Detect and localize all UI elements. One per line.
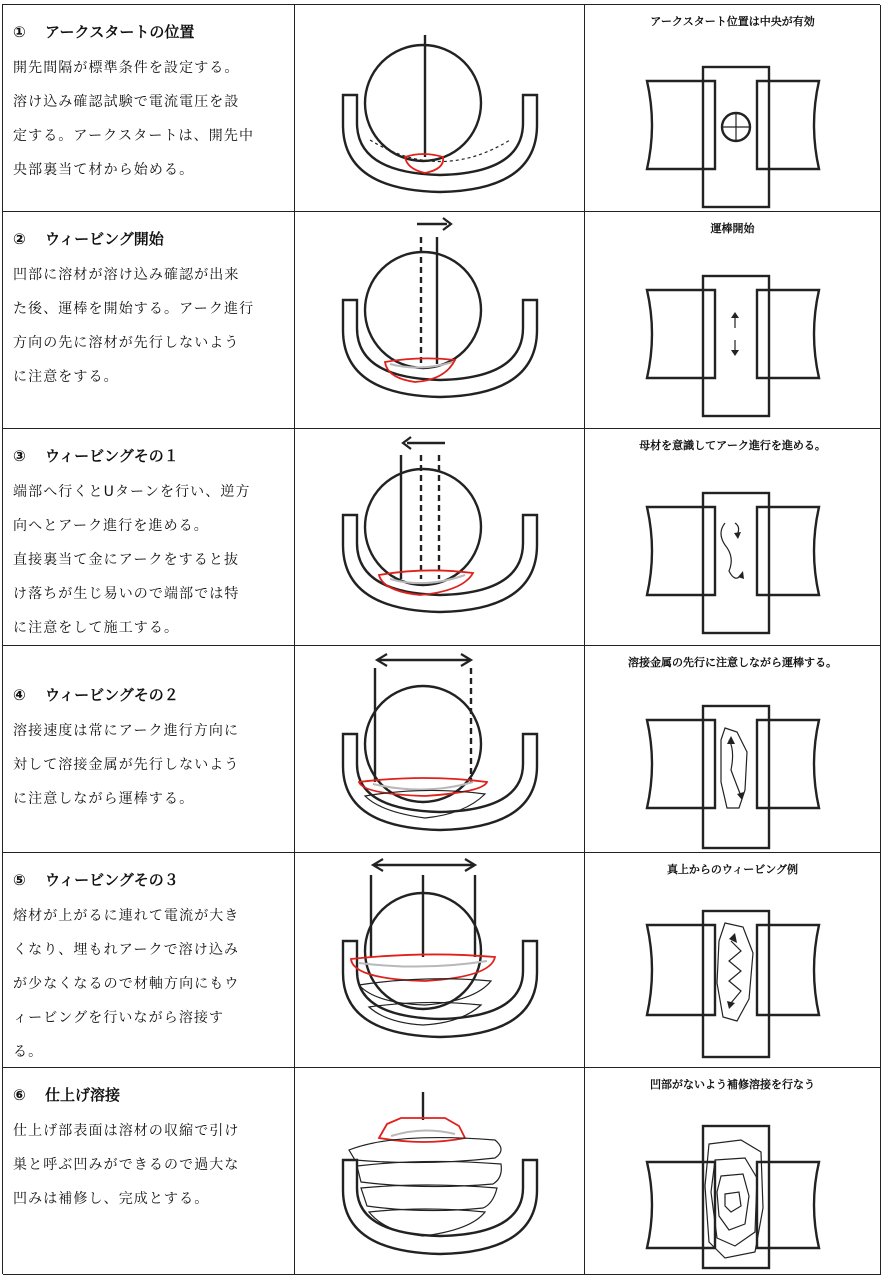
step-4-section-diagram xyxy=(295,646,585,853)
step-5-text xyxy=(3,853,295,1068)
step-3-body xyxy=(13,475,286,645)
step-3-title-text: ウィービングその１ xyxy=(45,447,179,465)
step-6-line: 凹みは補修し、完成とする。 xyxy=(13,1191,210,1207)
step-1-text xyxy=(3,5,295,212)
step-6-text xyxy=(3,1068,295,1275)
step-3-top-diagram xyxy=(585,429,881,646)
step-1-title xyxy=(13,21,286,43)
step-6-top-diagram xyxy=(585,1068,881,1275)
step-2-line: に注意をする。 xyxy=(13,369,119,385)
step-3-line: 向へとアーク進行を進める。 xyxy=(13,518,209,534)
step-1-line: 開先間隔が標準条件を設定する。 xyxy=(13,60,240,76)
step-5-top-diagram xyxy=(585,853,881,1068)
step-3-text xyxy=(3,429,295,646)
step-2-caption: 運棒開始 xyxy=(710,222,755,235)
step-6-line: 巣と呼ぶ凹みができるので過大な xyxy=(13,1157,240,1173)
step-1-line: 央部裏当て材から始める。 xyxy=(13,162,195,178)
step-4-line: に注意しながら運棒する。 xyxy=(13,791,195,807)
step-3-line: け落ちが生じ易いので端部では特 xyxy=(13,586,240,602)
top-view-diagram-4 xyxy=(585,670,881,850)
step-3-line: 直接裏当て金にアークをすると抜 xyxy=(13,552,240,568)
step-5-line: る。 xyxy=(13,1044,44,1060)
step-3-line: に注意をして施工する。 xyxy=(13,620,180,636)
step-6-line: 仕上げ部表面は溶材の収縮で引け xyxy=(13,1123,240,1139)
step-6-body xyxy=(13,1114,286,1216)
step-3-section-diagram xyxy=(295,429,585,646)
step-6-section-diagram xyxy=(295,1068,585,1275)
step-1-title-text: アークスタートの位置 xyxy=(45,23,195,41)
step-2-top-diagram xyxy=(585,212,881,429)
step-1-line: 溶け込み確認試験で電流電圧を設 xyxy=(13,94,240,110)
welding-procedure-table xyxy=(2,4,880,1274)
step-2-section-diagram xyxy=(295,212,585,429)
step-2-line: 方向の先に溶材が先行しないよう xyxy=(13,335,240,351)
section-diagram-4 xyxy=(295,646,585,853)
top-view-diagram-6 xyxy=(585,1092,881,1272)
step-5-body xyxy=(13,899,286,1068)
top-view-diagram-1 xyxy=(585,29,881,209)
step-3-title xyxy=(13,445,286,467)
step-1-line: 定する。アークスタートは、開先中 xyxy=(13,128,255,144)
section-diagram-6 xyxy=(295,1068,585,1275)
step-6-number: ⑥ xyxy=(13,1086,26,1104)
step-1-number: ① xyxy=(13,23,26,41)
step-4-title xyxy=(13,684,286,706)
section-diagram-5 xyxy=(295,853,585,1068)
step-2-title-text: ウィービング開始 xyxy=(45,230,164,248)
step-4-line: 対して溶接金属が先行しないよう xyxy=(13,757,240,773)
step-2-title xyxy=(13,228,286,250)
step-2-line: た後、運棒を開始する。アーク進行 xyxy=(13,301,255,317)
step-5-number: ⑤ xyxy=(13,871,26,889)
step-5-caption: 真上からのウィービング例 xyxy=(666,863,799,876)
step-5-section-diagram xyxy=(295,853,585,1068)
step-4-top-diagram xyxy=(585,646,881,853)
step-4-line: 溶接速度は常にアーク進行方向に xyxy=(13,723,240,739)
step-6-title-text: 仕上げ溶接 xyxy=(45,1086,121,1104)
section-diagram-2 xyxy=(295,212,585,429)
step-4-text xyxy=(3,646,295,853)
top-view-diagram-3 xyxy=(585,453,881,643)
step-1-top-diagram xyxy=(585,5,881,212)
step-5-line: が少なくなるので材軸方向にもウ xyxy=(13,976,240,992)
step-2-line: 凹部に溶材が溶け込み確認が出来 xyxy=(13,267,240,283)
step-1-body xyxy=(13,51,286,187)
step-2-body xyxy=(13,258,286,394)
step-5-line: 熔材が上がるに連れて電流が大き xyxy=(13,908,240,924)
step-5-title xyxy=(13,869,286,891)
step-5-title-text: ウィービングその３ xyxy=(45,871,179,889)
step-3-number: ③ xyxy=(13,447,26,465)
step-5-line: くなり、埋もれアークで溶け込み xyxy=(13,942,240,958)
step-3-caption: 母材を意識してアーク進行を進める。 xyxy=(639,439,826,452)
step-1-caption: アークスタート位置は中央が有効 xyxy=(650,15,815,28)
step-1-section-diagram xyxy=(295,5,585,212)
section-diagram-1 xyxy=(295,5,585,212)
top-view-diagram-2 xyxy=(585,236,881,426)
step-6-title xyxy=(13,1084,286,1106)
step-3-line: 端部へ行くとUターンを行い、逆方 xyxy=(13,484,251,500)
section-diagram-3 xyxy=(295,429,585,646)
step-2-number: ② xyxy=(13,230,26,248)
step-4-number: ④ xyxy=(13,686,26,704)
step-2-text xyxy=(3,212,295,429)
step-4-title-text: ウィービングその２ xyxy=(45,686,179,704)
step-6-caption: 凹部がないよう補修溶接を行なう xyxy=(650,1078,815,1091)
step-5-line: ィービングを行いながら溶接す xyxy=(13,1010,225,1026)
step-4-body xyxy=(13,714,286,816)
step-4-caption: 溶接金属の先行に注意しながら運棒する。 xyxy=(628,656,837,669)
top-view-diagram-5 xyxy=(585,877,881,1067)
